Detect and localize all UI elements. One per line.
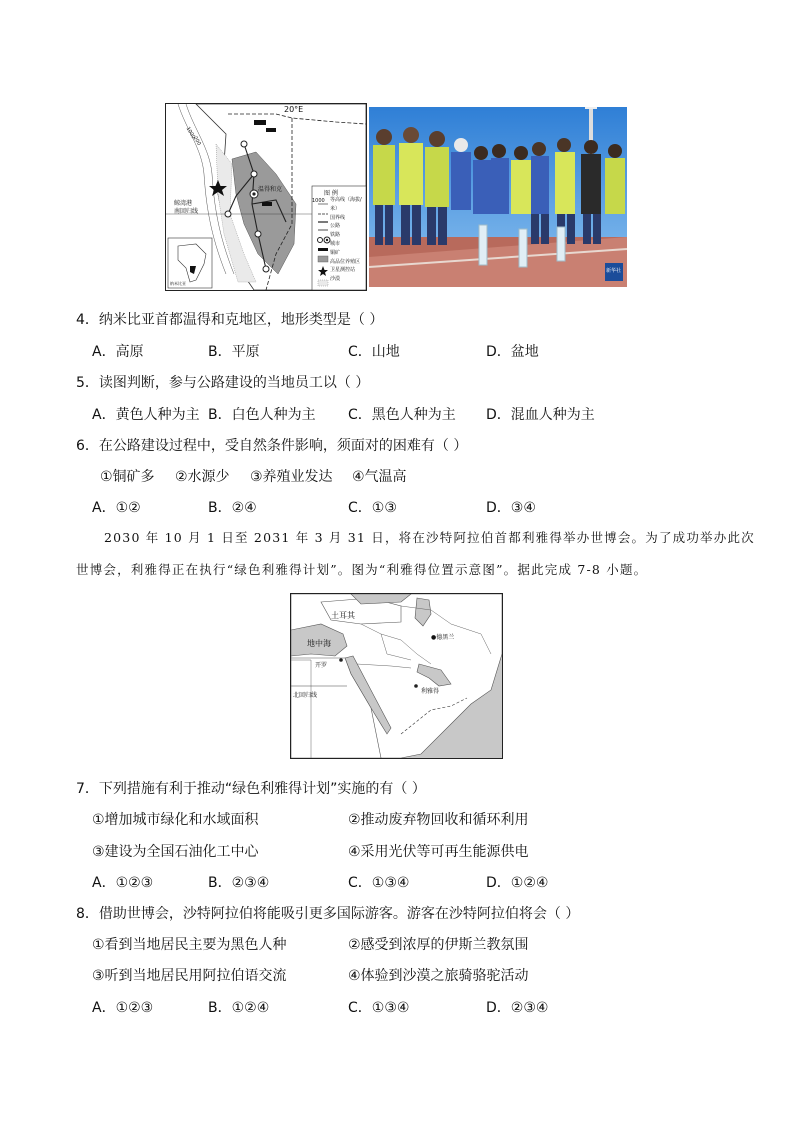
q7-statement: ③建设为全国石油化工中心 xyxy=(92,844,259,860)
legend-contour-value: 1000 xyxy=(312,198,325,204)
q4-option-b[interactable]: B．平原 xyxy=(208,344,260,360)
q5-stem: 5．读图判断，参与公路建设的当地员工以（ ） xyxy=(76,375,370,391)
q6-option-a[interactable]: A．①② xyxy=(92,500,141,516)
q7-option-b[interactable]: B．②③④ xyxy=(208,875,270,891)
q5-option-d[interactable]: D．混血人种为主 xyxy=(486,407,595,423)
cairo-label: 开罗 xyxy=(315,662,328,669)
q8-option-d[interactable]: D．②③④ xyxy=(486,1000,549,1016)
q8-statement: ③听到当地居民用阿拉伯语交流 xyxy=(92,968,287,984)
legend-item: 国界线 xyxy=(330,214,346,221)
q7-option-a[interactable]: A．①②③ xyxy=(92,875,154,891)
q8-statement: ②感受到浓厚的伊斯兰教氛围 xyxy=(348,937,529,953)
q4-stem: 4．纳米比亚首都温得和克地区，地形类型是（ ） xyxy=(76,312,384,328)
q7-statement: ②推动废弃物回收和循环利用 xyxy=(348,812,529,828)
q8-option-a[interactable]: A．①②③ xyxy=(92,1000,154,1016)
legend-title: 图 例 xyxy=(324,190,338,197)
riyadh-location-map xyxy=(290,593,503,759)
photo-badge: 新华社 xyxy=(606,268,622,274)
q7-statement: ④采用光伏等可再生能源供电 xyxy=(348,844,529,860)
q6-option-d[interactable]: D．③④ xyxy=(486,500,536,516)
passage-line-1: 2030 年 10 月 1 日至 2031 年 3 月 31 日，将在沙特阿拉伯首都利雅得举办世博会。为了成功举办此次 xyxy=(104,530,755,545)
tehran-label: ●德黑兰 xyxy=(431,634,455,641)
legend-item: 公路 xyxy=(330,223,341,230)
q5-option-b[interactable]: B．白色人种为主 xyxy=(208,407,316,423)
capital-label: 温得和克 xyxy=(258,186,283,193)
legend-list xyxy=(330,196,366,284)
legend-item: 高品位养殖区 xyxy=(330,258,361,265)
q5-option-a[interactable]: A．黄色人种为主 xyxy=(92,407,200,423)
q6-statement: ①铜矿多 xyxy=(100,469,155,485)
mediterranean-label: 地中海 xyxy=(307,639,331,648)
q8-option-c[interactable]: C．①③④ xyxy=(348,1000,410,1016)
namibia-map xyxy=(165,103,367,291)
q4-option-c[interactable]: C．山地 xyxy=(348,344,400,360)
legend-item: 沙漠 xyxy=(330,276,341,283)
q4-option-d[interactable]: D．盆地 xyxy=(486,344,539,360)
riyadh-label: 利雅得 xyxy=(421,688,440,695)
q4-option-a[interactable]: A．高原 xyxy=(92,344,144,360)
q8-statement: ①看到当地居民主要为黑色人种 xyxy=(92,937,287,953)
q7-stem: 7．下列措施有利于推动“绿色利雅得计划”实施的有（ ） xyxy=(76,781,426,797)
q6-option-c[interactable]: C．①③ xyxy=(348,500,397,516)
q5-option-c[interactable]: C．黑色人种为主 xyxy=(348,407,456,423)
walvis-label: 鲸湾港 xyxy=(174,200,193,207)
inset-label: 纳米比亚 xyxy=(170,281,186,286)
legend-item: 铁路 xyxy=(330,232,341,239)
q7-statement: ①增加城市绿化和水域面积 xyxy=(92,812,259,828)
tropic-label: 南回归线 xyxy=(174,208,199,215)
q6-statement: ④气温高 xyxy=(352,469,407,485)
legend-item: 城市 xyxy=(330,240,341,247)
q8-statement: ④体验到沙漠之旅骑骆驼活动 xyxy=(348,968,529,984)
q6-statement: ③养殖业发达 xyxy=(250,469,333,485)
lon-label: 20°E xyxy=(284,105,304,114)
q7-option-d[interactable]: D．①②④ xyxy=(486,875,549,891)
turkey-label: 土耳其 xyxy=(331,611,355,620)
passage-line-2: 世博会，利雅得正在执行“绿色利雅得计划”。图为“利雅得位置示意图”。据此完成 7-8 小题。 xyxy=(76,562,648,577)
q6-stem: 6．在公路建设过程中，受自然条件影响，须面对的困难有（ ） xyxy=(76,438,468,454)
coast-contour-label: 1000 xyxy=(184,125,197,141)
tropic-label: 北回归线 xyxy=(293,692,318,699)
legend-item: 等高线（海拔/米） xyxy=(330,197,362,212)
q6-option-b[interactable]: B．②④ xyxy=(208,500,257,516)
q7-option-c[interactable]: C．①③④ xyxy=(348,875,410,891)
workers-photo xyxy=(369,107,627,287)
coast-contour-label: 200 xyxy=(191,135,202,147)
legend-item: 铜矿 xyxy=(330,249,341,256)
legend-item: 卫星测控站 xyxy=(330,267,356,274)
q8-option-b[interactable]: B．①②④ xyxy=(208,1000,270,1016)
q6-statement: ②水源少 xyxy=(175,469,230,485)
q8-stem: 8．借助世博会，沙特阿拉伯将能吸引更多国际游客。游客在沙特阿拉伯将会（ ） xyxy=(76,906,580,922)
